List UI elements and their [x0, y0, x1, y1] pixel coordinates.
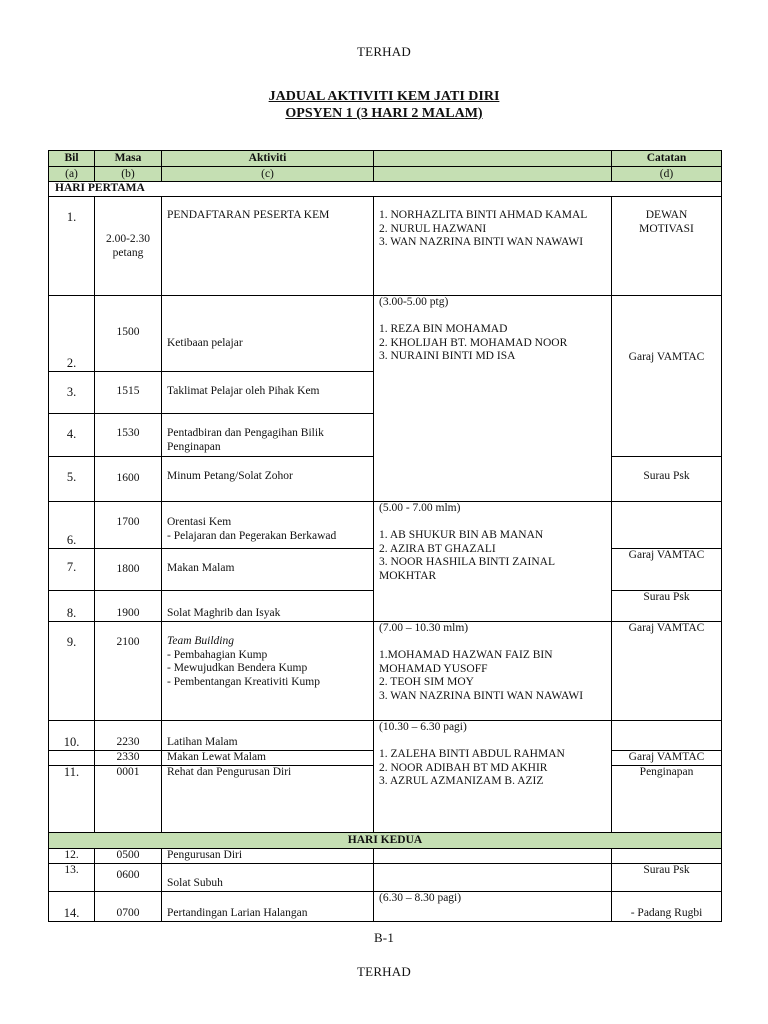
table-row [49, 197, 722, 296]
masa-cell: 1515 [95, 372, 162, 414]
col-code-empty [374, 166, 612, 182]
aktiviti-sub: - Pembahagian Kump [167, 648, 268, 661]
schedule-table [48, 150, 722, 922]
col-code-a: (a) [49, 166, 95, 182]
masa-cell: 2100 [95, 622, 162, 721]
catatan-cell [612, 502, 722, 549]
petugas-name: 2. NURUL HAZWANI [379, 222, 487, 235]
table-row [49, 622, 722, 721]
aktiviti-cell [162, 502, 374, 549]
petugas-time: (7.00 – 10.30 mlm) [379, 622, 469, 634]
bil-cell: 10. [49, 721, 95, 751]
aktiviti-cell: Makan Lewat Malam [162, 751, 374, 766]
petugas-cell [374, 197, 612, 296]
classification-bottom: TERHAD [357, 964, 411, 979]
petugas-name: 2. AZIRA BT GHAZALI [379, 542, 496, 555]
petugas-cell [374, 849, 612, 864]
col-petugas-header [374, 151, 612, 167]
petugas-time: (3.00-5.00 ptg) [379, 296, 449, 308]
masa-cell: 2230 [95, 721, 162, 751]
bil-cell: 4. [49, 414, 95, 457]
masa-cell: 1600 [95, 457, 162, 502]
aktiviti-sub: - Pembentangan Kreativiti Kump [167, 675, 320, 688]
petugas-time: (10.30 – 6.30 pagi) [379, 721, 467, 733]
table-row [49, 296, 722, 372]
col-bil-header: Bil [49, 151, 95, 167]
petugas-cell [374, 721, 612, 833]
petugas-name: 3. WAN NAZRINA BINTI WAN NAWAWI [379, 236, 584, 248]
catatan-cell: Garaj VAMTAC [612, 622, 722, 721]
column-header-row [49, 151, 722, 167]
masa-cell: 1530 [95, 414, 162, 457]
aktiviti-title: Orentasi Kem [167, 516, 232, 528]
aktiviti-cell: Pertandingan Larian Halangan [162, 892, 374, 922]
aktiviti-cell: Makan Malam [162, 549, 374, 591]
page-number: B-1 [373, 930, 395, 945]
table-row [49, 864, 722, 892]
aktiviti-cell: Solat Maghrib dan Isyak [162, 591, 374, 622]
bil-cell: 6. [49, 502, 95, 549]
bil-cell [49, 751, 95, 766]
title-line-2: OPSYEN 1 (3 HARI 2 MALAM) [285, 106, 483, 121]
table-row [49, 849, 722, 864]
petugas-name: 1. REZA BIN MOHAMAD [379, 323, 508, 335]
masa-cell: 1900 [95, 591, 162, 622]
col-code-d: (d) [612, 166, 722, 182]
petugas-name: 1. NORHAZLITA BINTI AHMAD KAMAL [379, 209, 588, 221]
col-masa-header: Masa [95, 151, 162, 167]
aktiviti-cell: Ketibaan pelajar [162, 296, 374, 372]
day-row [49, 182, 722, 197]
col-aktiviti-header: Aktiviti [162, 151, 374, 167]
col-catatan-header: Catatan [612, 151, 722, 167]
petugas-name: 2. TEOH SIM MOY [379, 676, 474, 688]
catatan-cell: Surau Psk [612, 457, 722, 502]
masa-cell: 1700 [95, 502, 162, 549]
catatan-cell: Garaj VAMTAC [612, 549, 722, 591]
bil-cell: 3. [49, 372, 95, 414]
bil-cell: 9. [49, 622, 95, 721]
aktiviti-cell: Taklimat Pelajar oleh Pihak Kem [162, 372, 374, 414]
catatan-cell: - Padang Rugbi [612, 892, 722, 922]
bil-cell: 5. [49, 457, 95, 502]
masa-cell: 2330 [95, 751, 162, 766]
table-row [49, 892, 722, 922]
col-code-c: (c) [162, 166, 374, 182]
petugas-name: 2. NOOR ADIBAH BT MD AKHIR [379, 761, 548, 774]
masa-cell: 0500 [95, 849, 162, 864]
day-label: HARI PERTAMA [49, 182, 722, 197]
petugas-cell: (6.30 – 8.30 pagi) [374, 892, 612, 922]
bil-cell: 11. [49, 766, 95, 833]
catatan-cell [612, 849, 722, 864]
aktiviti-sub: - Pelajaran dan Pegerakan Berkawad [167, 529, 337, 542]
petugas-name: 3. WAN NAZRINA BINTI WAN NAWAWI [379, 689, 584, 702]
petugas-cell [374, 502, 612, 622]
petugas-cell [374, 622, 612, 721]
bil-cell: 13. [49, 864, 95, 892]
table-row [49, 502, 722, 549]
col-code-b: (b) [95, 166, 162, 182]
masa-cell: 1800 [95, 549, 162, 591]
masa-cell: 2.00-2.30 petang [95, 197, 162, 296]
petugas-name: 1.MOHAMAD HAZWAN FAIZ BIN MOHAMAD YUSOFF [379, 649, 553, 675]
aktiviti-cell: Pentadbiran dan Pengagihan Bilik Penginapan [162, 414, 374, 457]
catatan-cell: Surau Psk [612, 591, 722, 622]
aktiviti-cell: Minum Petang/Solat Zohor [162, 457, 374, 502]
catatan-cell: Penginapan [612, 766, 722, 833]
bil-cell: 1. [49, 197, 95, 296]
petugas-name: 3. NURAINI BINTI MD ISA [379, 350, 516, 362]
bil-cell: 8. [49, 591, 95, 622]
aktiviti-sub: - Mewujudkan Bendera Kump [167, 662, 308, 674]
aktiviti-cell [162, 622, 374, 721]
aktiviti-cell: Rehat dan Pengurusan Diri [162, 766, 374, 833]
bil-cell: 2. [49, 296, 95, 372]
day-label: HARI KEDUA [49, 833, 722, 849]
catatan-cell: Surau Psk [612, 864, 722, 892]
aktiviti-cell: Solat Subuh [162, 864, 374, 892]
document-title [0, 88, 768, 122]
day-row [49, 833, 722, 849]
catatan-cell: DEWAN MOTIVASI [612, 197, 722, 296]
table-row [49, 721, 722, 751]
catatan-cell: Garaj VAMTAC [612, 751, 722, 766]
aktiviti-cell: Pengurusan Diri [162, 849, 374, 864]
bil-cell: 14. [49, 892, 95, 922]
petugas-name: 1. AB SHUKUR BIN AB MANAN [379, 529, 544, 541]
bil-cell: 7. [49, 549, 95, 591]
aktiviti-title: Team Building [167, 635, 234, 647]
aktiviti-cell: PENDAFTARAN PESERTA KEM [162, 197, 374, 296]
petugas-time: (5.00 - 7.00 mlm) [379, 502, 461, 514]
petugas-name: 2. KHOLIJAH BT. MOHAMAD NOOR [379, 336, 568, 349]
catatan-cell: Garaj VAMTAC [612, 296, 722, 457]
petugas-name: 3. NOOR HASHILA BINTI ZAINAL MOKHTAR [379, 556, 555, 582]
catatan-cell [612, 721, 722, 751]
column-code-row [49, 166, 722, 182]
bil-cell: 12. [49, 849, 95, 864]
masa-cell: 0600 [95, 864, 162, 892]
petugas-cell [374, 296, 612, 502]
masa-cell: 0700 [95, 892, 162, 922]
title-line-1: JADUAL AKTIVITI KEM JATI DIRI [268, 89, 500, 104]
masa-cell: 0001 [95, 766, 162, 833]
aktiviti-cell: Latihan Malam [162, 721, 374, 751]
masa-cell: 1500 [95, 296, 162, 372]
classification-top: TERHAD [357, 44, 411, 59]
petugas-name: 3. AZRUL AZMANIZAM B. AZIZ [379, 775, 544, 787]
petugas-cell [374, 864, 612, 892]
petugas-name: 1. ZALEHA BINTI ABDUL RAHMAN [379, 748, 565, 760]
